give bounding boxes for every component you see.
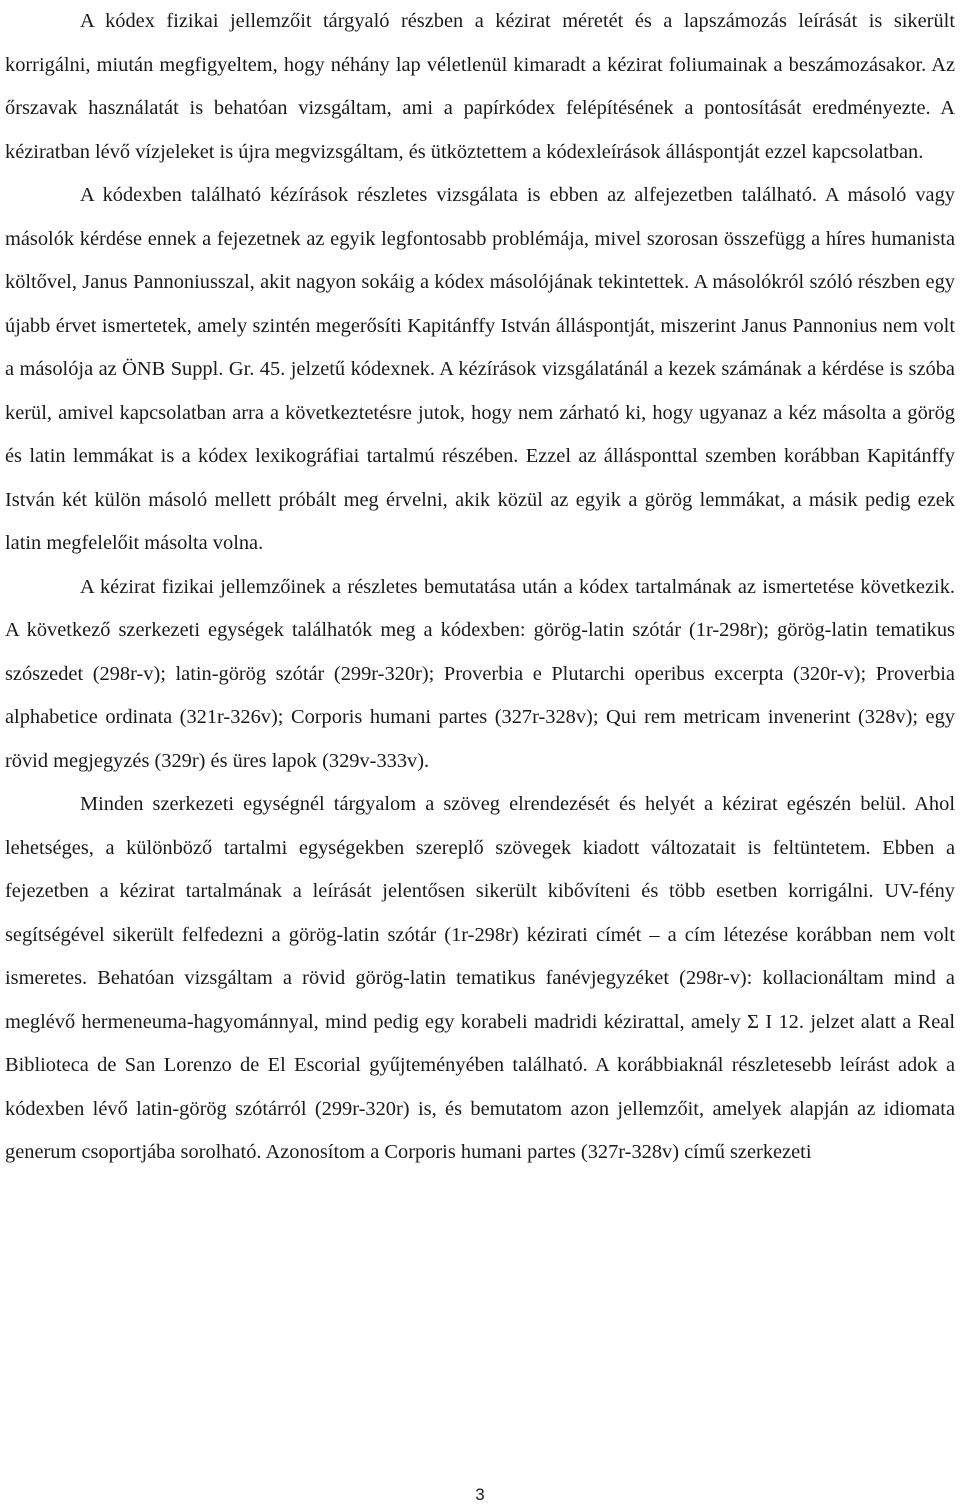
paragraph-structural-units: Minden szerkezeti egységnél tárgyalom a szöveg elrendezését és helyét a kézirat egészén belül. Ahol lehetséges, a különböző tartalmi egységekben szereplő szövegek kiadott változatait is feltüntetem. Ebben a fejezetben a kézirat tartalmának a leírását jelentősen sikerült kibővíteni és több esetben korrigálni. UV-fény segítségével sikerült felfedezni a görög-latin szótár (1r-298r) kézirati címét – a cím létezése korábban nem volt ismeretes. Behatóan vizsgáltam a rövid görög-latin tematikus fanévjegyzéket (298r-v): kollacionáltam mind a meglévő hermeneuma-hagyománnyal, mind pedig egy korabeli madridi kézirattal, amely Σ I 12. jelzet alatt a Real Biblioteca de San Lorenzo de El Escorial gyűjteményében található. A korábbiaknál részletesebb leírást adok a kódexben lévő latin-görög szótárról (299r-320r) is, és bemutatom azon jellemzőit, amelyek alapján az idiomata generum csoportjába sorolható. Azonosítom a Corporis humani partes (327r-328v) című szerkezeti [5,793,955,1163]
paragraph-contents: A kézirat fizikai jellemzőinek a részletes bemutatása után a kódex tartalmának az ismertetése következik. A következő szerkezeti egységek találhatók meg a kódexben: görög-latin szótár (1r-298r); görög-latin tematikus szószedet (298r-v); latin-görög szótár (299r-320r); Proverbia e Plutarchi operibus excerpta (320r-v); Proverbia alphabetice ordinata (321r-326v); Corporis humani partes (327r-328v); Qui rem metricam invenerint (328v); egy rövid megjegyzés (329r) és üres lapok (329v-333v). [5,575,955,772]
paragraph-handwriting: A kódexben található kézírások részletes vizsgálata is ebben az alfejezetben található. A másoló vagy másolók kérdése ennek a fejezetnek az egyik legfontosabb problémája, mivel szorosan összefügg a híres humanista költővel, Janus Pannoniusszal, akit nagyon sokáig a kódex másolójának tekintettek. A másolókról szóló részben egy újabb érvet ismertetek, amely szintén megerősíti Kapitánffy István álláspontját, miszerint Janus Pannonius nem volt a másolója az ÖNB Suppl. Gr. 45. jelzetű kódexnek. A kézírások vizsgálatánál a kezek számának a kérdése is szóba kerül, amivel kapcsolatban arra a következtetésre jutok, hogy nem zárható ki, hogy ugyanaz a kéz másolta a görög és latin lemmákat is a kódex lexikográfiai tartalmú részében. Ezzel az állásponttal szemben korábban Kapitánffy István két külön másoló mellett próbált meg érvelni, akik közül az egyik a görög lemmákat, a másik pedig ezek latin megfelelőit másolta volna. [5,184,955,554]
paragraph-physical-features: A kódex fizikai jellemzőit tárgyaló részben a kézirat méretét és a lapszámozás leírását is sikerült korrigálni, miután megfigyeltem, hogy néhány lap véletlenül kimaradt a kézirat foliumainak a beszámozásakor. Az őrszavak használatát is behatóan vizsgáltam, ami a papírkódex felépítésének a pontosítását eredményezte. A kéziratban lévő vízjeleket is újra megvizsgáltam, és ütköztettem a kódexleírások álláspontját ezzel kapcsolatban. [5,10,955,163]
page-number: 3 [475,1485,485,1504]
document-page [5,0,955,1175]
